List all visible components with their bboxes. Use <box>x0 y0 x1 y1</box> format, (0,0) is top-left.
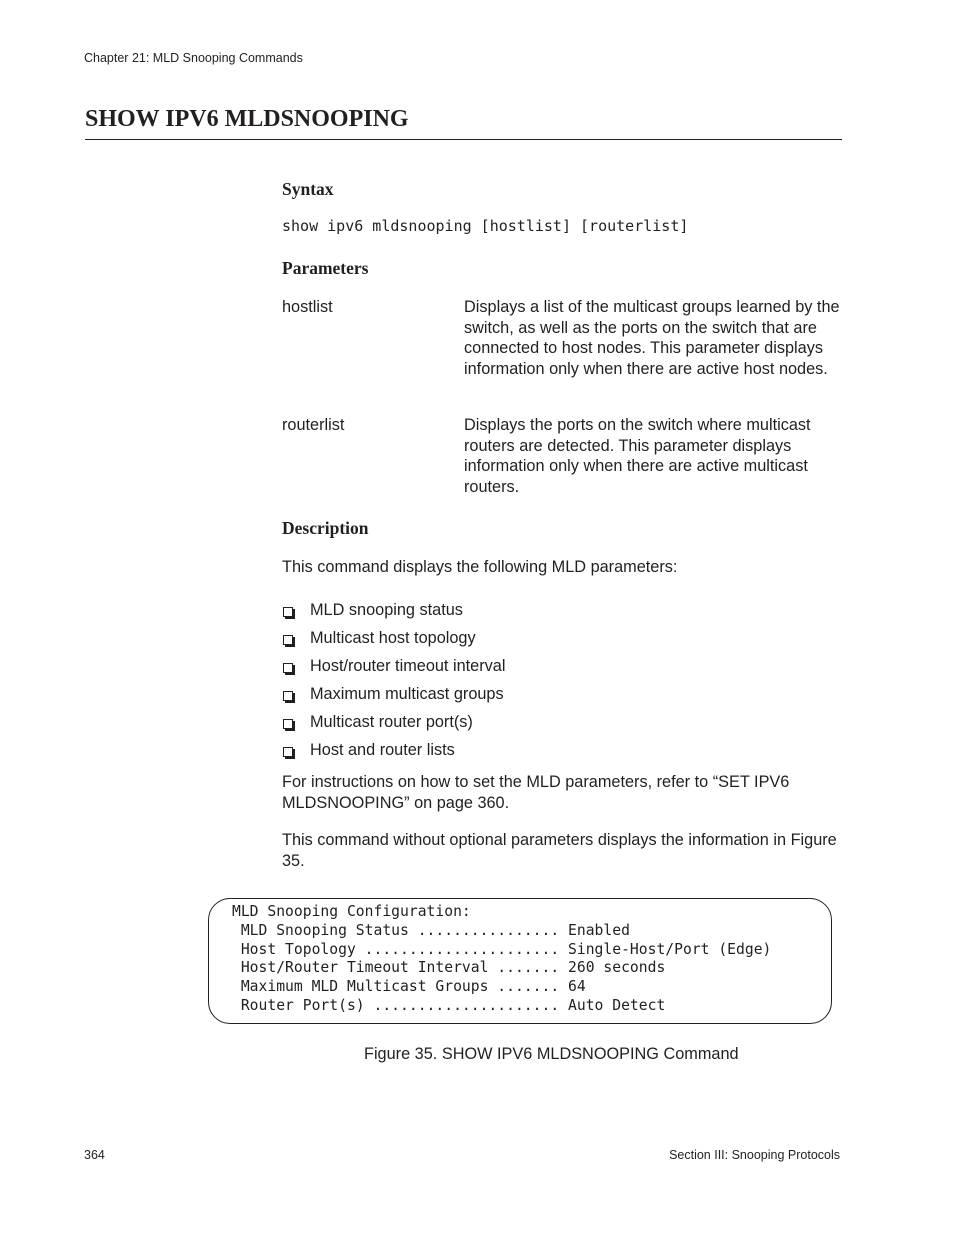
parameters-heading: Parameters <box>282 258 369 278</box>
checkbox-bullet-icon <box>283 635 293 645</box>
checkbox-bullet-icon <box>283 719 293 729</box>
cli-line: MLD Snooping Configuration: <box>232 903 471 920</box>
list-item: Multicast router port(s) <box>282 708 505 736</box>
title-divider <box>85 139 842 140</box>
list-item: Multicast host topology <box>282 624 505 652</box>
list-item: Maximum multicast groups <box>282 680 505 708</box>
section-footer: Section III: Snooping Protocols <box>669 1148 840 1162</box>
param-desc-routerlist: Displays the ports on the switch where multicast routers are detected. This parameter displays information only when there are active multicast routers. <box>464 416 811 496</box>
description-intro: This command displays the following MLD parameters: <box>282 558 678 576</box>
param-name-routerlist: routerlist <box>282 416 345 434</box>
checkbox-bullet-icon <box>283 607 293 617</box>
page-number: 364 <box>84 1148 105 1162</box>
param-name-hostlist: hostlist <box>282 298 333 316</box>
cli-line: Host Topology ...................... Single-Host/Port (Edge) <box>232 940 772 958</box>
description-heading: Description <box>282 518 369 538</box>
syntax-heading: Syntax <box>282 179 334 199</box>
figure-reference-paragraph: This command without optional parameters displays the information in Figure 35. <box>282 831 837 870</box>
parameter-bullet-list <box>282 596 505 764</box>
syntax-command: show ipv6 mldsnooping [hostlist] [routerlist] <box>282 217 689 235</box>
list-item: MLD snooping status <box>282 596 505 624</box>
checkbox-bullet-icon <box>283 691 293 701</box>
list-item: Host/router timeout interval <box>282 652 505 680</box>
param-desc-hostlist: Displays a list of the multicast groups learned by the switch, as well as the ports on the switch that are connected to host nodes. This parameter displays information only when there are active host nodes. <box>464 298 840 378</box>
running-header: Chapter 21: MLD Snooping Commands <box>84 51 303 65</box>
cli-line: Maximum MLD Multicast Groups ....... 64 <box>232 978 586 996</box>
cli-line: Router Port(s) ..................... Auto Detect <box>232 996 666 1014</box>
cross-reference-paragraph: For instructions on how to set the MLD parameters, refer to “SET IPV6 MLDSNOOPING” on page 360. <box>282 773 790 812</box>
checkbox-bullet-icon <box>283 663 293 673</box>
checkbox-bullet-icon <box>283 747 293 757</box>
cli-line: Host/Router Timeout Interval ....... 260 seconds <box>232 959 666 977</box>
list-item: Host and router lists <box>282 736 505 764</box>
page-title: SHOW IPV6 MLDSNOOPING <box>85 106 409 132</box>
cli-output <box>232 903 771 1016</box>
cli-line: MLD Snooping Status ................ Enabled <box>232 921 630 939</box>
figure-caption: Figure 35. SHOW IPV6 MLDSNOOPING Command <box>364 1045 739 1063</box>
